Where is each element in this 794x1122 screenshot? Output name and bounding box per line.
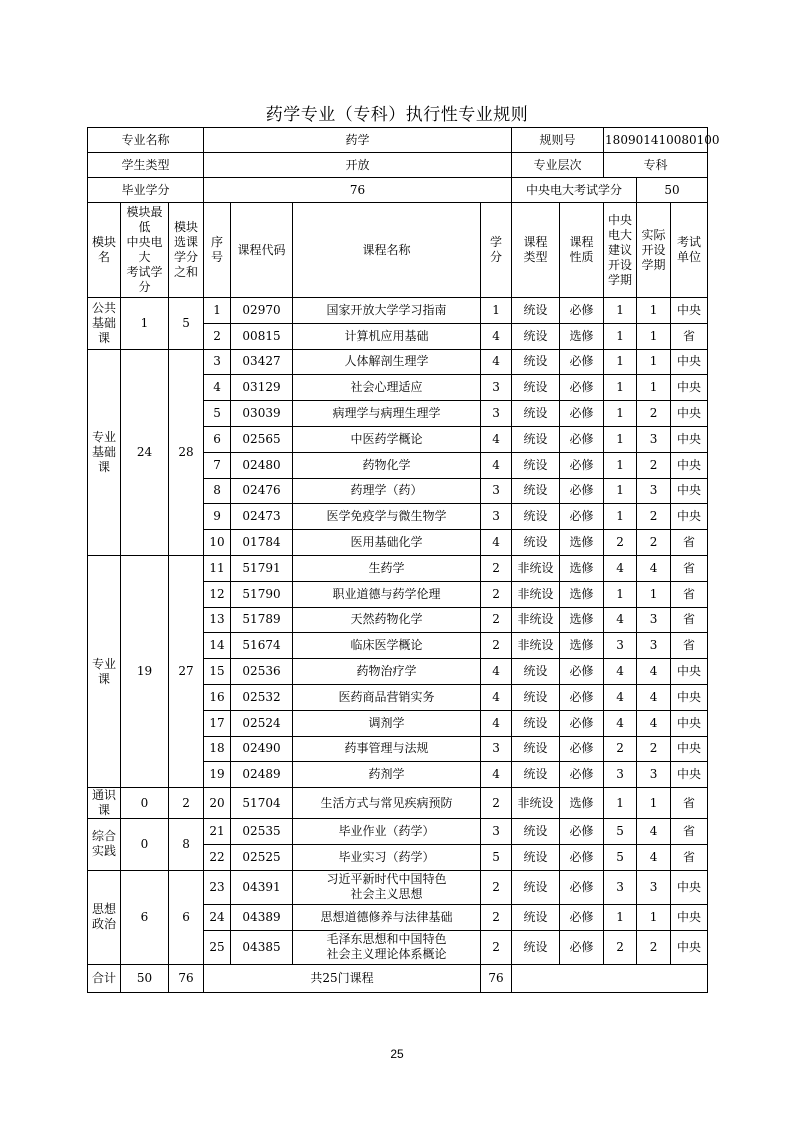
header-min-central: 模块最低 中央电大 考试学分 <box>121 203 169 298</box>
course-exam-unit: 中央 <box>671 401 708 427</box>
course-actual-term: 1 <box>637 581 671 607</box>
course-code: 00815 <box>231 323 293 349</box>
course-actual-term: 3 <box>637 870 671 904</box>
course-name: 医药商品营销实务 <box>293 684 481 710</box>
course-nature: 必修 <box>560 659 604 685</box>
course-type: 统设 <box>512 349 560 375</box>
column-header-row <box>88 203 708 298</box>
course-exam-unit: 省 <box>671 323 708 349</box>
course-actual-term: 1 <box>637 375 671 401</box>
course-suggest-term: 1 <box>604 788 637 819</box>
course-exam-unit: 中央 <box>671 349 708 375</box>
course-nature: 必修 <box>560 452 604 478</box>
course-seq: 21 <box>204 819 231 845</box>
course-code: 01784 <box>231 530 293 556</box>
course-actual-term: 4 <box>637 555 671 581</box>
course-row <box>88 788 708 819</box>
course-name: 药物治疗学 <box>293 659 481 685</box>
course-suggest-term: 1 <box>604 504 637 530</box>
module-select-credit-sum: 8 <box>169 819 204 871</box>
course-type: 统设 <box>512 870 560 904</box>
course-code: 02480 <box>231 452 293 478</box>
course-type: 统设 <box>512 452 560 478</box>
module-name: 思想 政治 <box>88 870 121 964</box>
rule-no-label: 规则号 <box>512 128 604 153</box>
course-credit: 4 <box>481 452 512 478</box>
header-name: 课程名称 <box>293 203 481 298</box>
course-credit: 2 <box>481 633 512 659</box>
course-type: 统设 <box>512 710 560 736</box>
grad-credits-value: 76 <box>204 178 512 203</box>
student-type-label: 学生类型 <box>88 153 204 178</box>
module-name: 通识 课 <box>88 788 121 819</box>
course-nature: 必修 <box>560 426 604 452</box>
course-seq: 20 <box>204 788 231 819</box>
course-type: 非统设 <box>512 788 560 819</box>
course-seq: 3 <box>204 349 231 375</box>
course-suggest-term: 1 <box>604 478 637 504</box>
course-exam-unit: 中央 <box>671 426 708 452</box>
course-row <box>88 819 708 845</box>
course-actual-term: 1 <box>637 788 671 819</box>
course-exam-unit: 中央 <box>671 904 708 930</box>
course-name: 职业道德与药学伦理 <box>293 581 481 607</box>
course-code: 02535 <box>231 819 293 845</box>
header-seq: 序 号 <box>204 203 231 298</box>
course-actual-term: 1 <box>637 323 671 349</box>
module-min-central-credits: 0 <box>121 819 169 871</box>
course-exam-unit: 省 <box>671 581 708 607</box>
course-nature: 必修 <box>560 904 604 930</box>
course-name: 药剂学 <box>293 762 481 788</box>
module-select-credit-sum: 5 <box>169 298 204 350</box>
course-exam-unit: 中央 <box>671 478 708 504</box>
course-exam-unit: 省 <box>671 530 708 556</box>
course-credit: 4 <box>481 684 512 710</box>
course-suggest-term: 1 <box>604 349 637 375</box>
course-actual-term: 2 <box>637 930 671 964</box>
course-name: 医用基础化学 <box>293 530 481 556</box>
course-credit: 2 <box>481 581 512 607</box>
course-suggest-term: 1 <box>604 401 637 427</box>
course-type: 统设 <box>512 736 560 762</box>
course-name: 社会心理适应 <box>293 375 481 401</box>
course-suggest-term: 1 <box>604 452 637 478</box>
course-code: 04385 <box>231 930 293 964</box>
course-actual-term: 2 <box>637 736 671 762</box>
course-name: 调剂学 <box>293 710 481 736</box>
course-name: 药物化学 <box>293 452 481 478</box>
course-actual-term: 4 <box>637 710 671 736</box>
course-actual-term: 1 <box>637 349 671 375</box>
course-row <box>88 555 708 581</box>
page-title: 药学专业（专科）执行性专业规则 <box>265 105 529 125</box>
course-seq: 15 <box>204 659 231 685</box>
course-suggest-term: 2 <box>604 930 637 964</box>
course-nature: 选修 <box>560 581 604 607</box>
header-suggest-term: 中央 电大 建议 开设 学期 <box>604 203 637 298</box>
program-rules-table <box>87 127 720 993</box>
course-exam-unit: 省 <box>671 788 708 819</box>
course-seq: 7 <box>204 452 231 478</box>
course-actual-term: 1 <box>637 298 671 324</box>
course-credit: 4 <box>481 762 512 788</box>
course-seq: 4 <box>204 375 231 401</box>
course-type: 统设 <box>512 323 560 349</box>
course-exam-unit: 省 <box>671 633 708 659</box>
module-min-central-credits: 24 <box>121 349 169 555</box>
info-row-major <box>88 128 708 153</box>
course-code: 03129 <box>231 375 293 401</box>
course-name: 药事管理与法规 <box>293 736 481 762</box>
info-row-credits <box>88 178 708 203</box>
course-credit: 1 <box>481 298 512 324</box>
module-select-credit-sum: 28 <box>169 349 204 555</box>
course-credit: 2 <box>481 904 512 930</box>
course-suggest-term: 2 <box>604 736 637 762</box>
course-suggest-term: 4 <box>604 607 637 633</box>
course-credit: 3 <box>481 819 512 845</box>
course-type: 统设 <box>512 298 560 324</box>
course-type: 统设 <box>512 819 560 845</box>
course-credit: 4 <box>481 426 512 452</box>
header-type: 课程 类型 <box>512 203 560 298</box>
course-nature: 选修 <box>560 530 604 556</box>
module-select-credit-sum: 27 <box>169 555 204 787</box>
course-nature: 必修 <box>560 298 604 324</box>
course-nature: 选修 <box>560 323 604 349</box>
course-row <box>88 298 708 324</box>
course-actual-term: 2 <box>637 452 671 478</box>
module-min-central-credits: 19 <box>121 555 169 787</box>
course-credit: 3 <box>481 736 512 762</box>
course-credit: 2 <box>481 788 512 819</box>
course-seq: 14 <box>204 633 231 659</box>
course-nature: 必修 <box>560 844 604 870</box>
course-suggest-term: 3 <box>604 762 637 788</box>
course-credit: 2 <box>481 930 512 964</box>
course-actual-term: 4 <box>637 844 671 870</box>
course-type: 统设 <box>512 530 560 556</box>
course-code: 02970 <box>231 298 293 324</box>
course-actual-term: 1 <box>637 904 671 930</box>
course-suggest-term: 2 <box>604 530 637 556</box>
course-type: 统设 <box>512 762 560 788</box>
course-seq: 12 <box>204 581 231 607</box>
course-exam-unit: 省 <box>671 555 708 581</box>
course-suggest-term: 1 <box>604 375 637 401</box>
total-row <box>88 964 708 992</box>
major-name-label: 专业名称 <box>88 128 204 153</box>
course-type: 统设 <box>512 844 560 870</box>
course-credit: 2 <box>481 607 512 633</box>
course-actual-term: 2 <box>637 401 671 427</box>
course-seq: 22 <box>204 844 231 870</box>
course-seq: 5 <box>204 401 231 427</box>
course-seq: 25 <box>204 930 231 964</box>
total-credits: 76 <box>481 964 512 992</box>
course-type: 非统设 <box>512 633 560 659</box>
course-seq: 16 <box>204 684 231 710</box>
course-exam-unit: 中央 <box>671 659 708 685</box>
course-nature: 必修 <box>560 736 604 762</box>
course-nature: 选修 <box>560 555 604 581</box>
rule-no-value: 180901410080100 <box>604 128 708 153</box>
course-name: 生药学 <box>293 555 481 581</box>
course-credit: 5 <box>481 844 512 870</box>
course-seq: 17 <box>204 710 231 736</box>
course-type: 统设 <box>512 478 560 504</box>
course-name: 中医药学概论 <box>293 426 481 452</box>
header-select-sum: 模块 选课 学分 之和 <box>169 203 204 298</box>
course-code: 02490 <box>231 736 293 762</box>
course-code: 02476 <box>231 478 293 504</box>
major-name-value: 药学 <box>204 128 512 153</box>
course-exam-unit: 中央 <box>671 504 708 530</box>
course-exam-unit: 中央 <box>671 452 708 478</box>
grad-credits-label: 毕业学分 <box>88 178 204 203</box>
course-code: 02525 <box>231 844 293 870</box>
course-suggest-term: 4 <box>604 555 637 581</box>
total-min-credits: 50 <box>121 964 169 992</box>
course-credit: 4 <box>481 659 512 685</box>
course-exam-unit: 中央 <box>671 930 708 964</box>
course-code: 02565 <box>231 426 293 452</box>
module-select-credit-sum: 6 <box>169 870 204 964</box>
page-number: 25 <box>390 1047 404 1061</box>
central-exam-value: 50 <box>637 178 708 203</box>
course-credit: 3 <box>481 375 512 401</box>
course-nature: 必修 <box>560 504 604 530</box>
course-seq: 6 <box>204 426 231 452</box>
course-suggest-term: 5 <box>604 819 637 845</box>
course-code: 02532 <box>231 684 293 710</box>
course-code: 51704 <box>231 788 293 819</box>
header-exam-unit: 考试 单位 <box>671 203 708 298</box>
course-exam-unit: 中央 <box>671 684 708 710</box>
course-name: 天然药物化学 <box>293 607 481 633</box>
total-blank-cell <box>512 964 708 992</box>
module-name: 综合 实践 <box>88 819 121 871</box>
course-credit: 3 <box>481 504 512 530</box>
student-type-value: 开放 <box>204 153 512 178</box>
course-nature: 必修 <box>560 762 604 788</box>
course-credit: 2 <box>481 555 512 581</box>
course-actual-term: 3 <box>637 762 671 788</box>
module-min-central-credits: 1 <box>121 298 169 350</box>
info-row-student <box>88 153 708 178</box>
course-seq: 19 <box>204 762 231 788</box>
course-name: 病理学与病理生理学 <box>293 401 481 427</box>
course-code: 02489 <box>231 762 293 788</box>
module-name: 公共 基础 课 <box>88 298 121 350</box>
course-credit: 4 <box>481 530 512 556</box>
central-exam-label: 中央电大考试学分 <box>512 178 637 203</box>
course-exam-unit: 省 <box>671 819 708 845</box>
course-row <box>88 349 708 375</box>
course-actual-term: 4 <box>637 684 671 710</box>
level-label: 专业层次 <box>512 153 604 178</box>
course-type: 统设 <box>512 504 560 530</box>
course-name: 思想道德修养与法律基础 <box>293 904 481 930</box>
course-exam-unit: 中央 <box>671 762 708 788</box>
course-exam-unit: 省 <box>671 607 708 633</box>
course-seq: 18 <box>204 736 231 762</box>
course-name: 药理学（药） <box>293 478 481 504</box>
course-name: 人体解剖生理学 <box>293 349 481 375</box>
course-type: 非统设 <box>512 581 560 607</box>
course-suggest-term: 1 <box>604 426 637 452</box>
course-name: 毛泽东思想和中国特色 社会主义理论体系概论 <box>293 930 481 964</box>
course-exam-unit: 中央 <box>671 870 708 904</box>
course-code: 51790 <box>231 581 293 607</box>
course-nature: 选修 <box>560 607 604 633</box>
header-code: 课程代码 <box>231 203 293 298</box>
course-seq: 13 <box>204 607 231 633</box>
module-min-central-credits: 6 <box>121 870 169 964</box>
course-code: 51791 <box>231 555 293 581</box>
course-type: 统设 <box>512 426 560 452</box>
course-seq: 11 <box>204 555 231 581</box>
course-credit: 3 <box>481 478 512 504</box>
course-type: 非统设 <box>512 555 560 581</box>
course-name: 计算机应用基础 <box>293 323 481 349</box>
course-actual-term: 2 <box>637 530 671 556</box>
course-nature: 必修 <box>560 710 604 736</box>
course-nature: 必修 <box>560 478 604 504</box>
course-name: 习近平新时代中国特色 社会主义思想 <box>293 870 481 904</box>
course-exam-unit: 中央 <box>671 375 708 401</box>
module-name: 专业 课 <box>88 555 121 787</box>
course-name: 生活方式与常见疾病预防 <box>293 788 481 819</box>
module-name: 专业 基础 课 <box>88 349 121 555</box>
course-type: 统设 <box>512 659 560 685</box>
course-type: 统设 <box>512 401 560 427</box>
course-type: 统设 <box>512 904 560 930</box>
course-suggest-term: 1 <box>604 904 637 930</box>
course-credit: 3 <box>481 401 512 427</box>
course-actual-term: 4 <box>637 659 671 685</box>
course-code: 02524 <box>231 710 293 736</box>
course-nature: 必修 <box>560 401 604 427</box>
course-actual-term: 3 <box>637 607 671 633</box>
course-code: 04391 <box>231 870 293 904</box>
course-exam-unit: 中央 <box>671 298 708 324</box>
course-actual-term: 3 <box>637 478 671 504</box>
course-nature: 选修 <box>560 788 604 819</box>
course-nature: 选修 <box>560 633 604 659</box>
course-code: 51674 <box>231 633 293 659</box>
header-nature: 课程 性质 <box>560 203 604 298</box>
course-exam-unit: 中央 <box>671 736 708 762</box>
course-suggest-term: 5 <box>604 844 637 870</box>
total-course-count: 共25门课程 <box>204 964 481 992</box>
course-row <box>88 870 708 904</box>
total-select-credits: 76 <box>169 964 204 992</box>
course-actual-term: 3 <box>637 426 671 452</box>
course-suggest-term: 3 <box>604 633 637 659</box>
header-credit: 学 分 <box>481 203 512 298</box>
course-name: 毕业实习（药学） <box>293 844 481 870</box>
course-nature: 必修 <box>560 375 604 401</box>
course-suggest-term: 4 <box>604 659 637 685</box>
course-credit: 4 <box>481 710 512 736</box>
course-suggest-term: 1 <box>604 323 637 349</box>
module-select-credit-sum: 2 <box>169 788 204 819</box>
course-name: 医学免疫学与微生物学 <box>293 504 481 530</box>
course-actual-term: 2 <box>637 504 671 530</box>
course-nature: 必修 <box>560 349 604 375</box>
course-type: 非统设 <box>512 607 560 633</box>
course-suggest-term: 4 <box>604 684 637 710</box>
level-value: 专科 <box>604 153 708 178</box>
course-nature: 必修 <box>560 930 604 964</box>
course-type: 统设 <box>512 684 560 710</box>
course-nature: 必修 <box>560 870 604 904</box>
course-seq: 2 <box>204 323 231 349</box>
course-type: 统设 <box>512 375 560 401</box>
course-name: 国家开放大学学习指南 <box>293 298 481 324</box>
course-actual-term: 3 <box>637 633 671 659</box>
total-label: 合计 <box>88 964 121 992</box>
course-suggest-term: 1 <box>604 581 637 607</box>
course-code: 51789 <box>231 607 293 633</box>
course-suggest-term: 3 <box>604 870 637 904</box>
course-code: 03039 <box>231 401 293 427</box>
header-actual-term: 实际 开设 学期 <box>637 203 671 298</box>
module-min-central-credits: 0 <box>121 788 169 819</box>
course-seq: 23 <box>204 870 231 904</box>
course-code: 02536 <box>231 659 293 685</box>
course-suggest-term: 1 <box>604 298 637 324</box>
course-code: 04389 <box>231 904 293 930</box>
course-nature: 必修 <box>560 684 604 710</box>
header-module: 模块 名 <box>88 203 121 298</box>
course-seq: 24 <box>204 904 231 930</box>
course-credit: 4 <box>481 349 512 375</box>
course-name: 临床医学概论 <box>293 633 481 659</box>
course-credit: 4 <box>481 323 512 349</box>
course-type: 统设 <box>512 930 560 964</box>
course-seq: 10 <box>204 530 231 556</box>
course-nature: 必修 <box>560 819 604 845</box>
course-actual-term: 4 <box>637 819 671 845</box>
course-seq: 9 <box>204 504 231 530</box>
course-code: 02473 <box>231 504 293 530</box>
course-seq: 8 <box>204 478 231 504</box>
course-suggest-term: 4 <box>604 710 637 736</box>
course-credit: 2 <box>481 870 512 904</box>
course-seq: 1 <box>204 298 231 324</box>
course-name: 毕业作业（药学） <box>293 819 481 845</box>
course-exam-unit: 省 <box>671 844 708 870</box>
course-code: 03427 <box>231 349 293 375</box>
course-exam-unit: 中央 <box>671 710 708 736</box>
